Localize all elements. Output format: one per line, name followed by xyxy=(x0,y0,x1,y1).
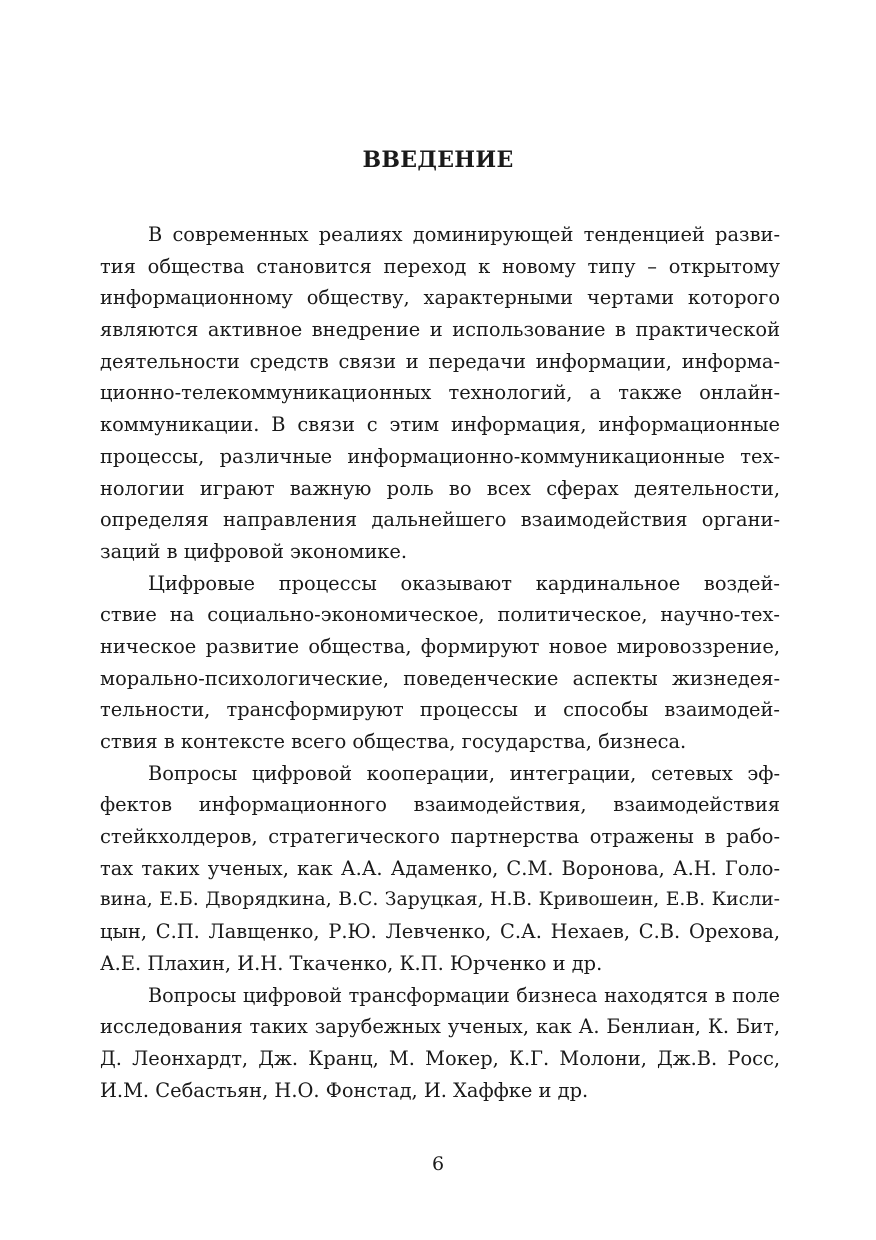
text-line: исследования таких зарубежных ученых, как А. Бенлиан, К. Бит, xyxy=(100,1015,780,1039)
text-line: ствия в контексте всего общества, государства, бизнеса. xyxy=(100,730,687,753)
page-title: ВВЕДЕНИЕ xyxy=(362,147,514,173)
text-line: информационному обществу, характерными чертами которого xyxy=(100,286,780,310)
text-line: ствие на социально-экономическое, политическое, научно-тех- xyxy=(100,603,780,627)
text-line: И.М. Себастьян, Н.О. Фонстад, И. Хаффке и др. xyxy=(100,1078,589,1102)
text-line: ционно-телекоммуникационных технологий, а также онлайн- xyxy=(100,381,780,405)
text-line: тах таких ученых, как А.А. Адаменко, С.М. Воронова, А.Н. Голо- xyxy=(100,856,780,880)
text-line: процессы, различные информационно-коммуникационные тех- xyxy=(100,444,780,468)
text-line: В современных реалиях доминирующей тенденцией разви- xyxy=(148,223,780,246)
text-line: коммуникации. В связи с этим информация, информационные xyxy=(100,413,780,437)
text-line: заций в цифровой экономике. xyxy=(100,539,408,563)
text-line: деятельности средств связи и передачи информации, информа- xyxy=(100,349,780,373)
text-line: ническое развитие общества, формируют новое мировоззрение, xyxy=(100,634,780,658)
text-line: А.Е. Плахин, И.Н. Ткаченко, К.П. Юрченко и др. xyxy=(100,951,603,975)
text-line: тия общества становится переход к новому типу – открытому xyxy=(100,254,780,278)
text-line: Вопросы цифровой кооперации, интеграции, сетевых эф- xyxy=(148,761,780,785)
text-line: вина, Е.Б. Дворядкина, В.С. Заруцкая, Н.В. Кривошеин, Е.В. Кисли- xyxy=(100,889,780,911)
text-line: нологии играют важную роль во всех сферах деятельности, xyxy=(100,476,780,500)
page-number: 6 xyxy=(431,1153,445,1175)
text-line: Вопросы цифровой трансформации бизнеса находятся в поле xyxy=(148,983,780,1007)
body-text xyxy=(100,219,780,1106)
text-line: определяя направления дальнейшего взаимодействия органи- xyxy=(100,508,780,532)
text-line: являются активное внедрение и использование в практической xyxy=(100,318,780,342)
text-line: морально-психологические, поведенческие аспекты жизнедея- xyxy=(100,666,780,690)
text-line: стейкхолдеров, стратегического партнерства отражены в рабо- xyxy=(100,825,780,849)
text-line: Д. Леонхардт, Дж. Кранц, М. Мокер, К.Г. Молони, Дж.В. Росс, xyxy=(100,1046,780,1070)
text-line: цын, С.П. Лавщенко, Р.Ю. Левченко, С.А. Нехаев, С.В. Орехова, xyxy=(100,920,780,944)
text-line: Цифровые процессы оказывают кардинальное воздей- xyxy=(148,571,780,595)
text-line: тельности, трансформируют процессы и способы взаимодей- xyxy=(100,698,780,722)
text-line: фектов информационного взаимодействия, взаимодействия xyxy=(100,793,780,817)
